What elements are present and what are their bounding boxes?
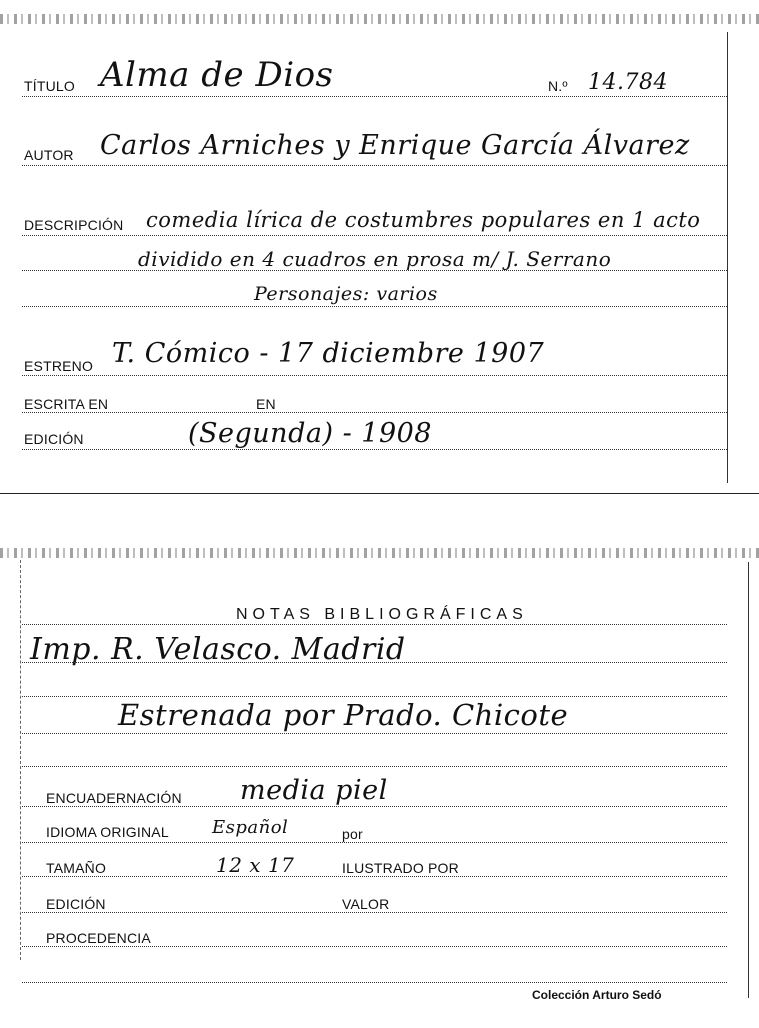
titulo-value: Alma de Dios — [100, 55, 334, 95]
note-rule-4 — [22, 766, 727, 767]
note-rule-1 — [22, 662, 727, 663]
card-top-edge — [0, 14, 759, 24]
autor-rule — [22, 165, 727, 166]
edicion-label: EDICIÓN — [24, 431, 84, 447]
edicion-value: (Segunda) - 1908 — [188, 418, 432, 449]
autor-label: AUTOR — [24, 147, 74, 163]
note-rule-2 — [22, 696, 727, 697]
idioma-rule — [22, 842, 727, 843]
por-label: por — [342, 826, 363, 842]
card-left-edge — [20, 560, 21, 960]
descripcion-label: DESCRIPCIÓN — [24, 217, 124, 233]
descripcion-rule-2 — [22, 270, 727, 271]
edicion-back-rule — [22, 912, 727, 913]
valor-label: VALOR — [342, 896, 390, 912]
tamano-value: 12 x 17 — [216, 853, 295, 877]
card-top-edge — [0, 548, 759, 558]
note-rule-3 — [22, 733, 727, 734]
ilustrado-label: ILUSTRADO POR — [342, 860, 459, 876]
card-right-edge — [748, 562, 749, 998]
edicion-back-label: EDICIÓN — [46, 896, 106, 912]
encuadernacion-label: ENCUADERNACIÓN — [46, 790, 182, 806]
edicion-rule — [22, 449, 727, 450]
estreno-rule — [22, 375, 727, 376]
descripcion-rule-1 — [22, 235, 727, 236]
catalog-card-back — [0, 540, 759, 1028]
descripcion-line1: comedia lírica de costumbres populares en 1 acto — [146, 208, 701, 232]
card-right-edge — [727, 32, 728, 483]
note-line-1: Imp. R. Velasco. Madrid — [30, 632, 406, 667]
escrita-en-label: ESCRITA EN — [24, 396, 109, 412]
descripcion-rule-3 — [22, 306, 727, 307]
procedencia-label: PROCEDENCIA — [46, 930, 151, 946]
idioma-value: Español — [212, 817, 289, 838]
titulo-label: TÍTULO — [24, 78, 75, 94]
estreno-value: T. Cómico - 17 diciembre 1907 — [112, 338, 545, 369]
collection-credit: Colección Arturo Sedó — [532, 988, 662, 1002]
blank-rule — [22, 982, 727, 983]
en-label: EN — [256, 396, 276, 412]
notas-rule — [22, 624, 727, 625]
idioma-label: IDIOMA ORIGINAL — [46, 824, 169, 840]
tamano-rule — [22, 876, 727, 877]
catalog-card-front — [0, 0, 759, 494]
tamano-label: TAMAÑO — [46, 860, 107, 876]
escrita-en-rule — [22, 412, 727, 413]
descripcion-line2: dividido en 4 cuadros en prosa m/ J. Serrano — [138, 247, 612, 271]
encuadernacion-value: media piel — [240, 775, 388, 806]
numero-value: 14.784 — [588, 70, 668, 95]
numero-label: N.º — [548, 78, 568, 94]
autor-value: Carlos Arniches y Enrique García Álvarez — [100, 130, 690, 161]
notas-heading: NOTAS BIBLIOGRÁFICAS — [236, 606, 528, 623]
note-line-2: Estrenada por Prado. Chicote — [118, 698, 569, 732]
descripcion-line3: Personajes: varios — [254, 283, 438, 305]
titulo-rule — [22, 96, 727, 97]
procedencia-rule — [22, 946, 727, 947]
estreno-label: ESTRENO — [24, 358, 94, 374]
encuadernacion-rule — [22, 806, 727, 807]
